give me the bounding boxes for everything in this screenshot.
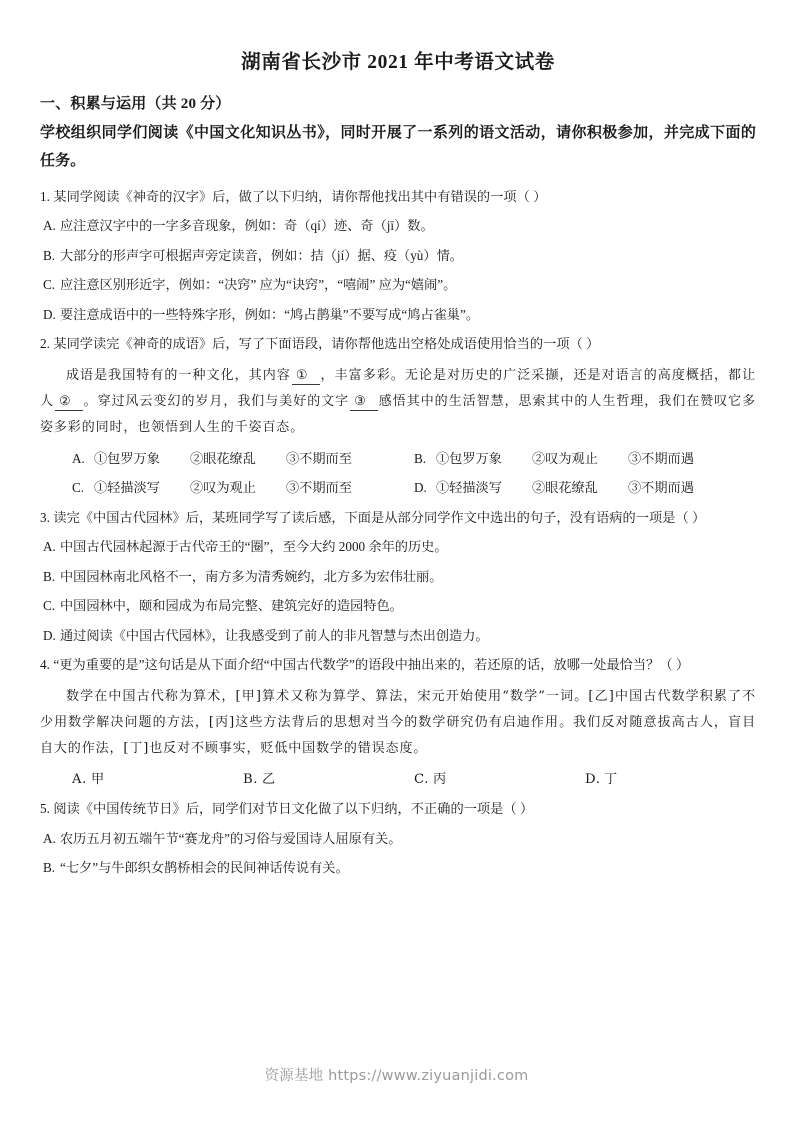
question-1-option-b[interactable]	[40, 244, 756, 268]
option-label: D.	[585, 771, 601, 787]
question-3-option-d[interactable]	[40, 624, 756, 648]
option-item: ②眼花缭乱	[190, 450, 256, 466]
passage-part: ，丰富多彩。无论是对历史的广泛采撷，还是对语言的高度概括，都让人	[40, 367, 756, 409]
passage-blank-3: ③	[350, 394, 378, 411]
question-5-stem: 5. 阅读《中国传统节日》后，同学们对节日文化做了以下归纳，不正确的一项是（ ）	[40, 801, 534, 816]
option-label: B.	[43, 860, 56, 875]
question-5-option-b[interactable]	[40, 856, 756, 880]
option-label: A.	[43, 539, 56, 554]
question-3-stem: 3. 读完《中国古代园林》后，某班同学写了读后感，下面是从部分同学作文中选出的句子，没有语病的一项是（ ）	[40, 509, 706, 525]
option-label: C.	[43, 277, 56, 292]
question-1-option-a[interactable]	[40, 214, 756, 238]
option-label: A.	[43, 830, 56, 846]
passage-part: 成语是我国特有的一种文化，其内容	[66, 367, 291, 383]
watermark: 资源基地 https://www.ziyuanjidi.com	[264, 1068, 529, 1084]
option-text: 应注意区别形近字，例如：“决窍” 应为“诀窍”，“嘻闹” 应为“嬉闹”。	[60, 277, 457, 292]
option-item: 甲	[91, 771, 105, 787]
section-intro: 学校组织同学们阅读《中国文化知识丛书》，同时开展了一系列的语文活动，请你积极参加，并完成下面的任务。	[40, 125, 756, 169]
question-2-passage	[40, 363, 756, 441]
question-2-options-row-1	[40, 447, 756, 471]
option-item: ③不期而遇	[628, 480, 694, 495]
passage-blank-2: ②	[55, 394, 83, 411]
option-item: 丙	[433, 771, 447, 787]
question-3-option-b[interactable]	[40, 565, 756, 589]
option-item: ②叹为观止	[190, 480, 256, 495]
option-text: 通过阅读《中国古代园林》，让我感受到了前人的非凡智慧与杰出创造力。	[60, 627, 489, 643]
option-item: ①轻描淡写	[94, 480, 160, 495]
option-item: ③不期而至	[286, 450, 352, 466]
question-1	[40, 185, 756, 327]
question-4-passage: 数学在中国古代称为算术，[甲]算术又称为算学、算法，宋元开始使用“数学”一词。[乙]中国古代数学积累了不少用数学解决问题的方法，[丙]这些方法背后的思想对当今的数学研究仍有启迪作用。我们反对随意拔高古人，盲目自大的作法，[丁]也反对不顾事实，贬低中国数学的错误态度。	[40, 688, 756, 756]
question-5-option-a[interactable]	[40, 827, 756, 851]
question-4-options	[40, 768, 756, 792]
option-label: C.	[72, 480, 85, 495]
question-2-stem: 2. 某同学读完《神奇的成语》后，写了下面语段，请你帮他选出空格处成语使用恰当的一项（ ）	[40, 336, 600, 351]
question-4-option-d[interactable]	[585, 768, 756, 792]
option-text: 应注意汉字中的一字多音现象，例如：奇（qí）迹、奇（jī）数。	[60, 218, 434, 233]
question-1-stem: 1. 某同学阅读《神奇的汉字》后，做了以下归纳，请你帮他找出其中有错误的一项（ ）	[40, 188, 547, 204]
passage-part: 。穿过风云变幻的岁月，我们与美好的文字	[83, 393, 350, 409]
question-4-option-b[interactable]	[243, 768, 414, 792]
question-4-option-a[interactable]	[72, 768, 243, 792]
option-text: 农历五月初五端午节“赛龙舟”的习俗与爱国诗人屈原有关。	[60, 830, 402, 846]
option-label: B.	[43, 247, 56, 263]
option-item: ①包罗万象	[94, 450, 160, 466]
option-item: ③不期而至	[286, 480, 352, 495]
option-item: ②眼花缭乱	[532, 480, 598, 495]
question-1-option-d[interactable]	[40, 303, 756, 327]
option-label: C.	[414, 771, 430, 787]
question-2-options-row-2	[40, 476, 756, 500]
question-4	[40, 653, 756, 791]
option-item: 丁	[604, 771, 618, 787]
question-1-option-c[interactable]	[40, 273, 756, 297]
option-text: “七夕”与牛郎织女鹊桥相会的民间神话传说有关。	[60, 860, 349, 875]
option-text: 中国园林中，颐和园成为布局完整、建筑完好的造园特色。	[60, 598, 403, 613]
question-2-option-c[interactable]	[72, 476, 414, 500]
passage-part: 感悟其中的生活智慧，思索其中的人生哲理，我们在赞叹它多姿多彩的同时，也领悟到人生的千姿百态。	[40, 393, 757, 435]
question-2-option-b[interactable]	[414, 447, 756, 471]
option-item: ①轻描淡写	[436, 480, 502, 495]
option-item: ①包罗万象	[436, 450, 502, 466]
option-label: D.	[414, 480, 427, 495]
option-label: A.	[43, 218, 56, 233]
page-title: 湖南省长沙市 2021 年中考语文试卷	[241, 52, 555, 73]
section-heading: 一、积累与运用（共 20 分）	[40, 96, 231, 112]
option-text: 大部分的形声字可根据声旁定读音，例如：拮（jí）据、疫（yù）情。	[60, 247, 463, 263]
question-3	[40, 506, 756, 648]
question-2-option-a[interactable]	[72, 447, 414, 471]
option-label: D.	[43, 627, 56, 643]
option-item: ②叹为观止	[532, 450, 598, 466]
option-item: 乙	[262, 771, 276, 787]
option-item: ③不期而遇	[628, 450, 694, 466]
passage-blank-1: ①	[292, 368, 320, 385]
option-text: 中国古代园林起源于古代帝王的“圈”，至今大约 2000 余年的历史。	[60, 539, 448, 554]
option-label: A.	[72, 771, 87, 787]
question-3-option-c[interactable]	[40, 594, 756, 618]
question-5	[40, 797, 756, 880]
option-label: B.	[414, 450, 427, 466]
question-4-option-c[interactable]	[414, 768, 585, 792]
question-4-stem: 4. “更为重要的是”这句话是从下面介绍“中国古代数学”的语段中抽出来的，若还原的话，放哪一处最恰当？（ ）	[40, 657, 690, 672]
question-2-option-d[interactable]	[414, 476, 756, 500]
option-label: C.	[43, 598, 56, 613]
page-content	[40, 46, 756, 883]
option-text: 要注意成语中的一些特殊字形，例如：“鸠占鹊巢”不要写成“鸠占雀巢”。	[60, 306, 480, 322]
option-label: A.	[72, 450, 85, 466]
question-2	[40, 332, 756, 500]
question-3-option-a[interactable]	[40, 535, 756, 559]
option-text: 中国园林南北风格不一，南方多为清秀婉约，北方多为宏伟壮丽。	[60, 568, 443, 584]
option-label: B.	[243, 771, 259, 787]
option-label: B.	[43, 568, 56, 584]
option-label: D.	[43, 306, 56, 322]
